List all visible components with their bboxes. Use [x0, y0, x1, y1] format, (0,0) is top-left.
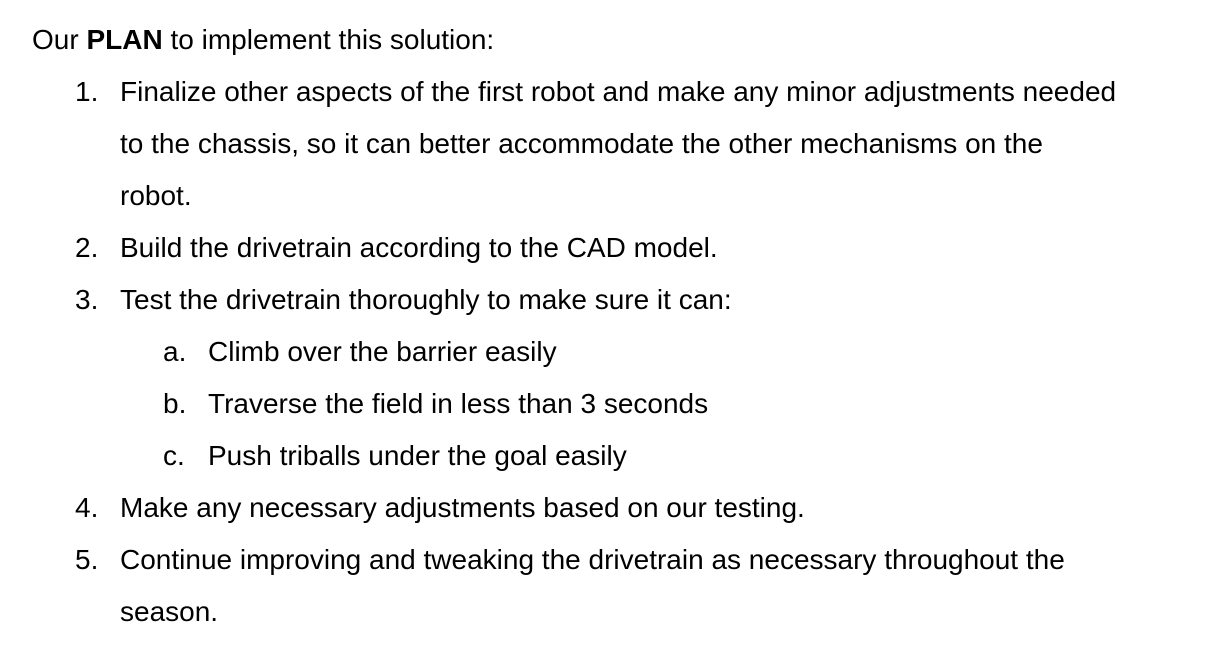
- step-4-marker: 4.: [75, 492, 99, 523]
- substep-a-text: Climb over the barrier easily: [208, 336, 557, 367]
- step-5-marker: 5.: [75, 544, 99, 575]
- substep-b-marker: b.: [163, 388, 187, 419]
- substep-c-text: Push triballs under the goal easily: [208, 440, 627, 471]
- step-1-line-3: robot.: [120, 180, 192, 211]
- intro-line: [32, 24, 494, 56]
- step-5-line-1: Continue improving and tweaking the drivetrain as necessary throughout the: [120, 544, 1065, 575]
- intro-bold: PLAN: [86, 24, 163, 55]
- substep-c-marker: c.: [163, 440, 185, 471]
- step-4-line-1: Make any necessary adjustments based on our testing.: [120, 492, 805, 523]
- substep-a-marker: a.: [163, 336, 187, 367]
- step-1-marker: 1.: [75, 76, 99, 107]
- step-5-line-2: season.: [120, 596, 219, 627]
- step-2-line-1: Build the drivetrain according to the CAD model.: [120, 232, 718, 263]
- step-1-line-1: Finalize other aspects of the first robot and make any minor adjustments needed: [120, 76, 1117, 107]
- step-3-marker: 3.: [75, 284, 99, 315]
- step-3-line-1: Test the drivetrain thoroughly to make sure it can:: [120, 284, 732, 315]
- step-1-line-2: to the chassis, so it can better accommodate the other mechanisms on the: [120, 128, 1043, 159]
- step-2-marker: 2.: [75, 232, 99, 263]
- intro-suffix: to implement this solution:: [162, 24, 495, 55]
- intro-prefix: Our: [32, 24, 87, 55]
- substep-b-text: Traverse the field in less than 3 seconds: [208, 388, 709, 419]
